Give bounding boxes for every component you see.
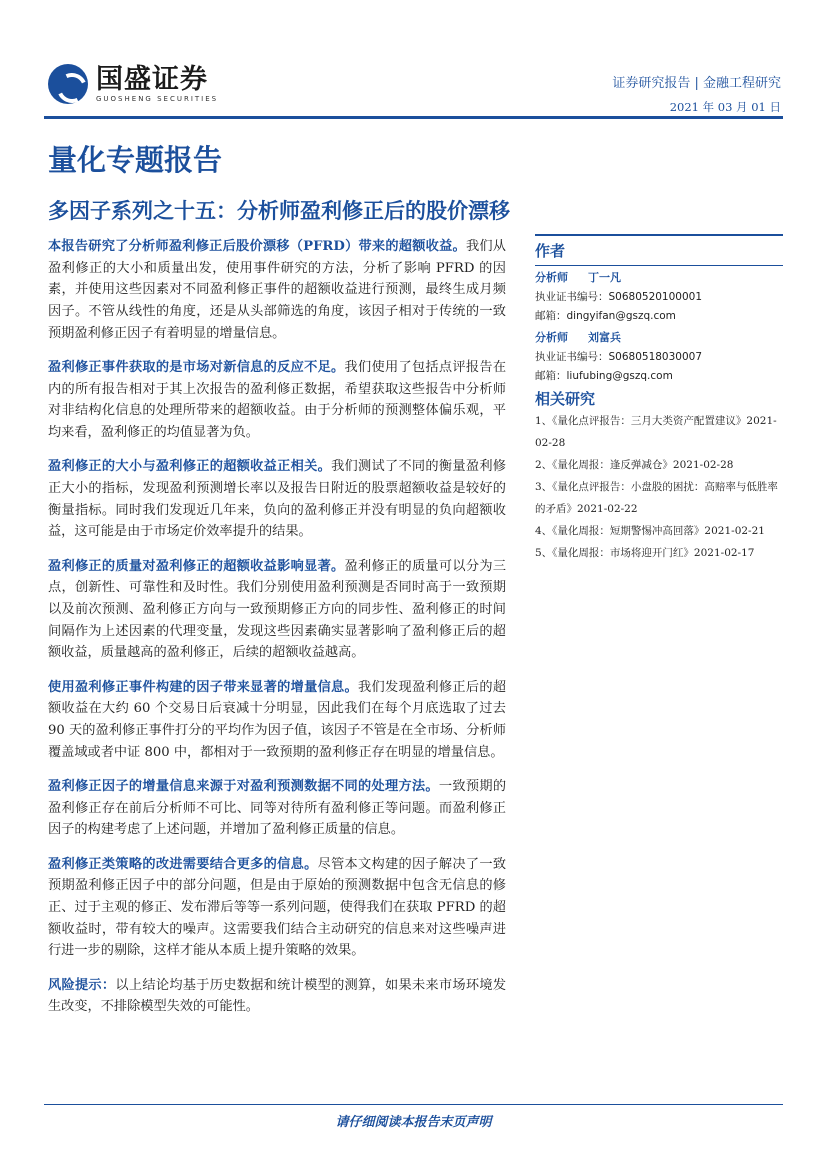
author-block [535,328,783,386]
cert-label: 执业证书编号： [535,351,609,363]
paragraph [48,556,506,665]
paragraph [48,854,506,963]
header-divider [44,116,783,119]
paragraph-lead: 盈利修正的质量对盈利修正的超额收益影响显著。 [48,558,345,574]
summary-body [48,236,506,1031]
related-item[interactable]: 2、《量化周报：逢反弹减仓》2021-02-28 [535,459,734,471]
author-name: 丁一凡 [588,271,621,284]
page-subtitle: 多因子系列之十五：分析师盈利修正后的股价漂移 [48,198,510,223]
paragraph-text: 我们发现盈利修正后的超额收益在大约 60 个交易日后衰减十分明显，因此我们在每个月底选取了过去 90 天的盈利修正事件打分的平均作为因子值，该因子不管是在全市场、分析师覆盖域或者中证 800 中，都相对于一致预期的盈利修正存在明显的增量信息。 [48,679,507,760]
footer-divider [44,1104,783,1105]
paragraph [48,677,506,764]
company-name-cn: 国盛证券 [96,64,208,95]
paragraph-lead: 盈利修正类策略的改进需要结合更多的信息。 [48,856,318,872]
logo-icon [48,64,88,104]
company-logo [48,64,218,104]
risk-warning [48,975,506,1018]
paragraph-lead: 风险提示： [48,977,116,993]
related-item[interactable]: 3、《量化点评报告：小盘股的困扰：高赔率与低胜率的矛盾》2021-02-22 [535,481,778,515]
company-name-en: GUOSHENG SECURITIES [96,95,219,103]
paragraph-lead: 使用盈利修正事件构建的因子带来显著的增量信息。 [48,679,359,695]
related-item[interactable]: 1、《量化点评报告：三月大类资产配置建议》2021-02-28 [535,415,777,449]
paragraph-lead: 盈利修正事件获取的是市场对新信息的反应不足。 [48,360,345,376]
paragraph [48,357,506,444]
author-role: 分析师 [535,271,568,284]
paragraph [48,456,506,543]
paragraph-text: 尽管本文构建的因子解决了一致预期盈利修正因子中的部分问题，但是由于原始的预测数据中包含无信息的修正、过于主观的修正、发布滞后等等一系列问题，使得我们在获取 PFRD 的超额收益时，带有较大的噪声。这需要我们结合主动研究的信息来对这些噪声进行进一步的剔除，这样才能从本质上提升策略的效果。 [48,856,507,959]
paragraph-text: 一致预期的盈利修正存在前后分析师不可比、同等对待所有盈利修正等问题。而盈利修正因子的构建考虑了上述问题，并增加了盈利修正质量的信息。 [48,778,507,838]
report-category: 证券研究报告 | 金融工程研究 [612,76,781,91]
paragraph [48,236,506,345]
author-block [535,268,783,326]
related-item[interactable]: 5、《量化周报：市场将迎开门红》2021-02-17 [535,547,755,559]
cert-number: S0680520100001 [608,291,703,303]
email-label: 邮箱： [535,370,567,382]
paragraph-lead: 盈利修正的大小与盈利修正的超额收益正相关。 [48,459,332,475]
author-role: 分析师 [535,331,568,344]
cert-label: 执业证书编号： [535,291,609,303]
cert-number: S0680518030007 [608,351,703,363]
paragraph-text: 以上结论均基于历史数据和统计模型的测算，如果未来市场环境发生改变，不排除模型失效的可能性。 [48,977,507,1015]
paragraph-text: 我们从盈利修正的大小和质量出发，使用事件研究的方法，分析了影响 PFRD 的因素，并使用这些因素对不同盈利修正事件的超额收益进行预测，最终生成月频因子。不管从线性的角度，还是从头部筛选的角度，该因子相对于传统的一致预期盈利修正因子有着明显的增量信息。 [48,239,506,341]
paragraph-lead: 盈利修正因子的增量信息来源于对盈利预测数据不同的处理方法。 [48,778,439,794]
page-title: 量化专题报告 [48,143,223,177]
paragraph [48,776,506,841]
author-name: 刘富兵 [588,331,621,344]
related-item[interactable]: 4、《量化周报：短期警惕冲高回落》2021-02-21 [535,525,765,537]
authors-heading: 作者 [535,234,783,266]
author-email[interactable]: dingyifan@gszq.com [566,310,676,322]
sidebar [535,234,783,564]
report-date: 2021 年 03 月 01 日 [669,100,781,114]
paragraph-text: 我们使用了包括点评报告在内的所有报告相对于其上次报告的盈利修正数据，希望获取这些报告中分析师对非结构化信息的处理所带来的超额收益。由于分析师的预测整体偏乐观，平均来看，盈利修正的均值显著为负。 [48,360,507,441]
paragraph-text: 盈利修正的质量可以分为三点，创新性、可靠性和及时性。我们分别使用盈利预测是否同时高于一致预期以及前次预测、盈利修正方向与一致预期修正方向的同步性、盈利修正的时间间隔作为上述因素的代理变量，发现这些因素确实显著影响了盈利修正后的超额收益，质量越高的盈利修正，后续的超额收益越高。 [48,558,507,661]
footer-disclaimer: 请仔细阅读本报告末页声明 [335,1115,492,1130]
paragraph-lead: 本报告研究了分析师盈利修正后股价漂移（PFRD）带来的超额收益。 [48,239,466,254]
author-email[interactable]: liufubing@gszq.com [566,370,673,382]
related-research-heading: 相关研究 [535,390,596,408]
paragraph-text: 我们测试了不同的衡量盈利修正大小的指标，发现盈利预测增长率以及报告日附近的股票超额收益是较好的衡量指标。同时我们发现近几年来，负向的盈利修正并没有明显的负向超额收益，这可能是由于市场定价效率提升的结果。 [48,459,506,540]
email-label: 邮箱： [535,310,567,322]
